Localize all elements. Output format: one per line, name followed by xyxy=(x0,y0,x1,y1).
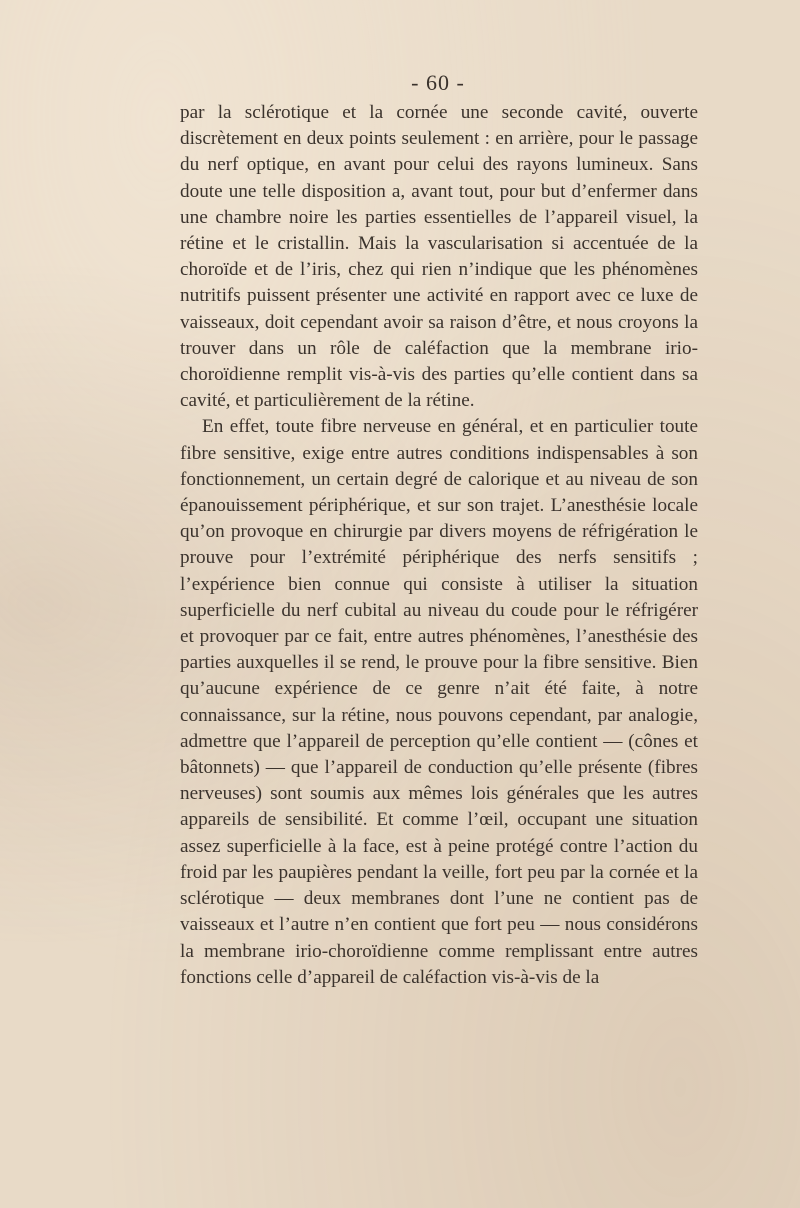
page-number: - 60 - xyxy=(411,70,465,95)
body-text xyxy=(180,100,698,991)
paragraph-1: par la sclérotique et la cornée une seconde cavité, ouverte discrètement en deux points seulement : en arrière, pour le passage du nerf optique, en avant pour celui des rayons lumineux. Sans doute une telle disposition a, avant tout, pour but d’enfermer dans une chambre noire les parties essentielles de l’appareil visuel, la rétine et le cristallin. Mais la vascularisation si accentuée de la choroïde et de l’iris, chez qui rien n’indique que les phénomènes nutritifs puissent présenter une activité en rapport avec ce luxe de vaisseaux, doit cependant avoir sa raison d’être, et nous croyons la trouver dans un rôle de caléfaction que la membrane irio-choroïdienne remplit vis-à-vis des parties qu’elle contient dans sa cavité, et particulièrement de la rétine. xyxy=(180,102,698,412)
paragraph-2: En effet, toute fibre nerveuse en général, et en particulier toute fibre sensitive, exige entre autres conditions indispensables à son fonctionnement, un certain degré de calorique et au niveau de son épanouissement périphérique, et sur son trajet. L’anesthésie locale qu’on provoque en chirurgie par divers moyens de réfrigération le prouve pour l’extrémité périphérique des nerfs sensitifs ; l’expérience bien connue qui consiste à utiliser la situation superficielle du nerf cubital au niveau du coude pour le réfrigérer et provoquer par ce fait, entre autres phénomènes, l’anesthésie des parties auxquelles il se rend, le prouve pour la fibre sensitive. Bien qu’aucune expérience de ce genre n’ait été faite, à notre connaissance, sur la rétine, nous pouvons cependant, par analogie, admettre que l’appareil de perception qu’elle contient — (cônes et bâtonnets) — que l’appareil de conduction qu’elle présente (fibres nerveuses) sont soumis aux mêmes lois générales que les autres appareils de sensibilité. Et comme l’œil, occupant une situation assez superficielle à la face, est à peine protégé contre l’action du froid par les paupières pendant la veille, fort peu par la cornée et la sclérotique — deux membranes dont l’une ne contient pas de vaisseaux et l’autre n’en contient que fort peu — nous considérons la membrane irio-choroïdienne comme remplissant entre autres fonctions celle d’appareil de caléfaction vis-à-vis de la xyxy=(180,416,698,988)
